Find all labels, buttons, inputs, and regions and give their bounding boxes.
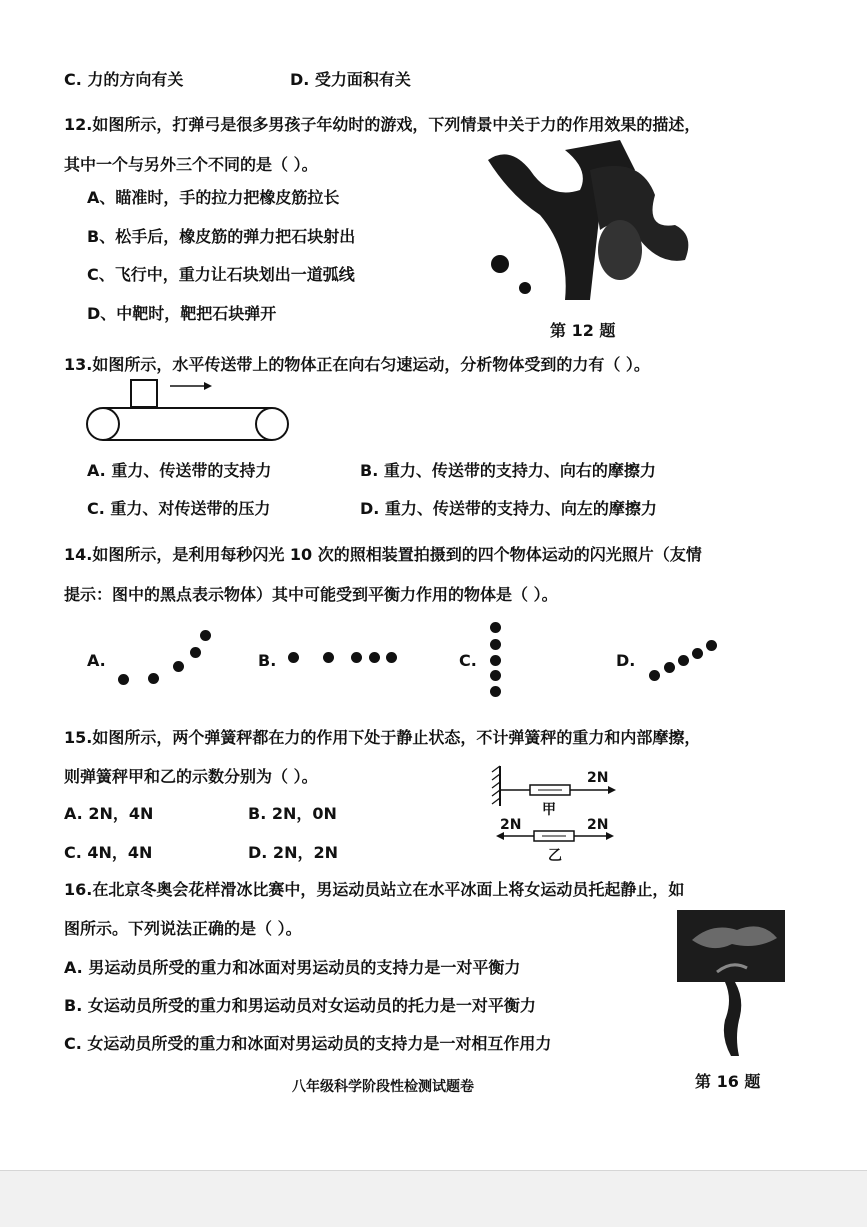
q14-c-dot — [490, 622, 501, 633]
slingshot-figure — [470, 140, 700, 305]
q14-stem-line2: 提示：图中的黑点表示物体）其中可能受到平衡力作用的物体是（ ）。 — [64, 585, 558, 604]
q14-d-dot — [664, 662, 675, 673]
q15-option-c: C. 4N，4N — [64, 843, 153, 862]
q15-label-yi: 乙 — [548, 848, 562, 864]
q15-option-a: A. 2N，4N — [64, 804, 154, 823]
q14-d-dot — [706, 640, 717, 651]
q14-d-dot — [678, 655, 689, 666]
q13-option-d: D. 重力、传送带的支持力、向左的摩擦力 — [360, 499, 657, 518]
q14-a-dot — [118, 674, 129, 685]
q14-label-c: C. — [459, 651, 477, 670]
q15-option-d: D. 2N，2N — [248, 843, 338, 862]
q14-label-a: A. — [87, 651, 106, 670]
q14-stem-line1: 14.如图所示，是利用每秒闪光 10 次的照相装置拍摄到的四个物体运动的闪光照片（友情 — [64, 545, 702, 564]
q12-stem-line2: 其中一个与另外三个不同的是（ ）。 — [64, 155, 318, 174]
q14-label-d: D. — [616, 651, 636, 670]
q16-option-a: A. 男运动员所受的重力和冰面对男运动员的支持力是一对平衡力 — [64, 958, 521, 977]
q13-option-a: A. 重力、传送带的支持力 — [87, 461, 272, 480]
q12-option-d: D、中靶时，靶把石块弹开 — [87, 304, 277, 323]
q14-a-dot — [173, 661, 184, 672]
q14-label-b: B. — [258, 651, 277, 670]
q14-a-dot — [200, 630, 211, 641]
q12-stem-line1: 12.如图所示，打弹弓是很多男孩子年幼时的游戏，下列情景中关于力的作用效果的描述， — [64, 115, 701, 134]
q16-stem-line1: 16.在北京冬奥会花样滑冰比赛中，男运动员站立在水平冰面上将女运动员托起静止，如 — [64, 880, 685, 899]
skating-photo-figure — [677, 910, 787, 1060]
q12-option-b: B、松手后，橡皮筋的弹力把石块射出 — [87, 227, 356, 246]
q16-stem-line2: 图所示。下列说法正确的是（ ）。 — [64, 919, 302, 938]
conveyor-belt-figure — [86, 378, 296, 448]
q14-a-dot — [190, 647, 201, 658]
q13-stem: 13.如图所示，水平传送带上的物体正在向右匀速运动，分析物体受到的力有（ ）。 — [64, 355, 650, 374]
q15-stem-line2: 则弹簧秤甲和乙的示数分别为（ ）。 — [64, 767, 318, 786]
q14-b-dot — [351, 652, 362, 663]
q15-force-jia: 2N — [587, 770, 609, 786]
q14-d-dot — [649, 670, 660, 681]
q16-option-c: C. 女运动员所受的重力和冰面对男运动员的支持力是一对相互作用力 — [64, 1034, 552, 1053]
q15-option-b: B. 2N，0N — [248, 804, 337, 823]
q15-stem-line1: 15.如图所示，两个弹簧秤都在力的作用下处于静止状态，不计弹簧秤的重力和内部摩擦， — [64, 728, 701, 747]
q16-option-b: B. 女运动员所受的重力和男运动员对女运动员的托力是一对平衡力 — [64, 996, 536, 1015]
q11-option-c: C. 力的方向有关 — [64, 70, 184, 89]
q14-b-dot — [369, 652, 380, 663]
q12-option-a: A、瞄准时，手的拉力把橡皮筋拉长 — [87, 188, 340, 207]
q14-c-dot — [490, 670, 501, 681]
q14-c-dot — [490, 639, 501, 650]
q12-caption: 第 12 题 — [550, 321, 616, 340]
q16-caption: 第 16 题 — [695, 1072, 761, 1091]
q13-option-c: C. 重力、对传送带的压力 — [87, 499, 271, 518]
q14-d-dot — [692, 648, 703, 659]
q14-b-dot — [386, 652, 397, 663]
q12-option-c: C、飞行中，重力让石块划出一道弧线 — [87, 265, 355, 284]
q13-option-b: B. 重力、传送带的支持力、向右的摩擦力 — [360, 461, 656, 480]
q14-c-dot — [490, 686, 501, 697]
q14-b-dot — [323, 652, 334, 663]
q14-b-dot — [288, 652, 299, 663]
q14-c-dot — [490, 655, 501, 666]
q15-force-yi-right: 2N — [587, 817, 609, 833]
q15-label-jia: 甲 — [542, 802, 556, 818]
q15-force-yi-left: 2N — [500, 817, 522, 833]
viewer-bottom-strip — [0, 1170, 867, 1227]
page-footer: 八年级科学阶段性检测试题卷 — [292, 1079, 474, 1095]
q14-a-dot — [148, 673, 159, 684]
q11-option-d: D. 受力面积有关 — [290, 70, 411, 89]
